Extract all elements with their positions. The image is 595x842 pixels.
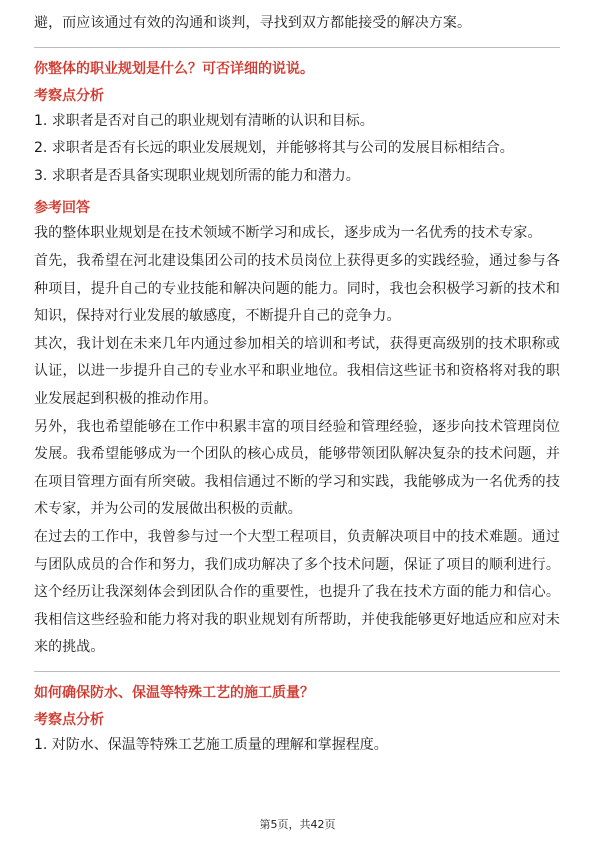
question-title: 如何确保防水、保温等特殊工艺的施工质量？ — [34, 684, 314, 701]
answer-paragraph: 在过去的工作中，我曾参与过一个大型工程项目，负责解决项目中的技术难题。通过与团队成员的合作和努力，我们成功解决了多个技术问题，保证了项目的顺利进行。这个经历让我深刻体会到团队合作的重要性，也提升了我在技术方面的能力和信心。我相信这些经验和能力将对我的职业规划有所帮助，并使我能够更好地适应和应对未来的挑战。 — [34, 528, 560, 656]
analysis-item: 2. 求职者是否有长远的职业发展规划，并能够将其与公司的发展目标相结合。 — [34, 140, 514, 157]
analysis-item: 1. 对防水、保温等特殊工艺施工质量的理解和掌握程度。 — [34, 736, 388, 753]
answer-label: 参考回答 — [34, 200, 90, 217]
question-title: 你整体的职业规划是什么？可否详细的说说。 — [34, 60, 314, 77]
question-block-career-plan — [34, 58, 560, 662]
analysis-label: 考察点分析 — [34, 87, 104, 104]
section-divider — [34, 47, 560, 48]
answer-paragraph: 另外，我也希望能够在工作中积累丰富的项目经验和管理经验，逐步向技术管理岗位发展。我希望能够成为一个团队的核心成员，能够带领团队解决复杂的技术问题，并在项目管理方面有所突破。我相信通过不断的学习和实践，我能够成为一名优秀的技术专家，并为公司的发展做出积极的贡献。 — [34, 418, 560, 518]
document-page — [34, 10, 560, 759]
analysis-item: 1. 求职者是否对自己的职业规划有清晰的认识和目标。 — [34, 112, 374, 129]
question-block-special-process — [34, 682, 560, 760]
answer-paragraph: 其次，我计划在未来几年内通过参加相关的培训和考试，获得更高级别的技术职称或认证，以进一步提升自己的专业水平和职业地位。我相信这些证书和资格将对我的职业发展起到积极的推动作用。 — [34, 335, 560, 407]
analysis-item: 3. 求职者是否具备实现职业规划所需的能力和潜力。 — [34, 167, 360, 184]
continuation-paragraph: 避，而应该通过有效的沟通和谈判，寻找到双方都能接受的解决方案。 — [34, 15, 472, 31]
page-number-footer: 第5页，共42页 — [259, 818, 336, 831]
answer-paragraph: 我的整体职业规划是在技术领域不断学习和成长，逐步成为一名优秀的技术专家。 — [34, 225, 542, 242]
analysis-label: 考察点分析 — [34, 711, 104, 728]
section-divider — [34, 671, 560, 672]
answer-paragraph: 首先，我希望在河北建设集团公司的技术员岗位上获得更多的实践经验，通过参与各种项目，提升自己的专业技能和解决问题的能力。同时，我也会积极学习新的技术和知识，保持对行业发展的敏感度，不断提升自己的竞争力。 — [34, 252, 560, 325]
